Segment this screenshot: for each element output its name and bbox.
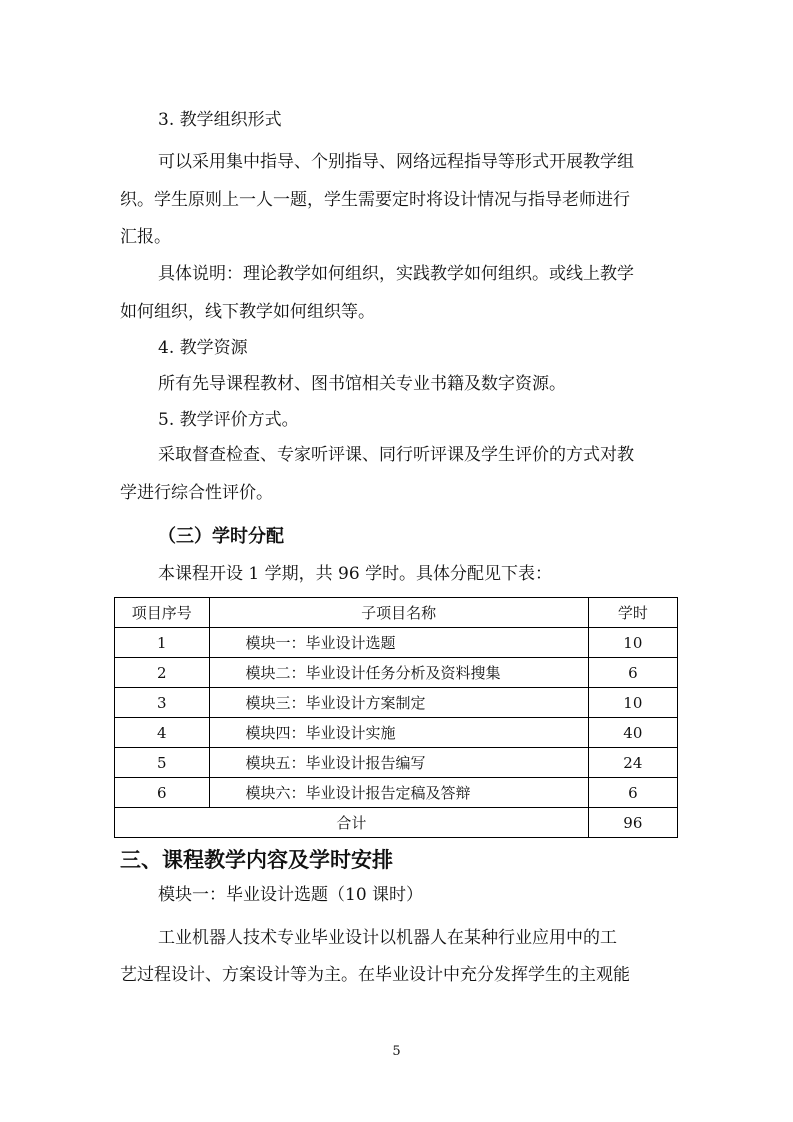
table-header-row [115, 598, 678, 628]
allocation-intro: 本课程开设 1 学期，共 96 学时。具体分配见下表： [158, 564, 553, 584]
paragraph-line: 艺过程设计、方案设计等为主。在毕业设计中充分发挥学生的主观能 [120, 965, 630, 985]
row-no: 2 [115, 658, 210, 688]
row-no: 6 [115, 778, 210, 808]
paragraph-line: 工业机器人技术专业毕业设计以机器人在某种行业应用中的工 [158, 928, 617, 948]
row-hours: 10 [588, 688, 677, 718]
table-row [115, 718, 678, 748]
page-number: 5 [392, 1044, 401, 1059]
table-row [115, 688, 678, 718]
table-row [115, 628, 678, 658]
paragraph-line: 如何组织，线下教学如何组织等。 [120, 302, 375, 322]
row-name: 模块三：毕业设计方案制定 [209, 688, 588, 718]
header-item-name: 子项目名称 [209, 598, 588, 628]
section-title-hours-allocation: （三）学时分配 [158, 526, 284, 547]
paragraph-line: 学进行综合性评价。 [120, 483, 273, 503]
table-row [115, 778, 678, 808]
table-total-row [115, 808, 678, 838]
hours-allocation-table [114, 597, 678, 838]
paragraph-line: 采取督查检查、专家听评课、同行听评课及学生评价的方式对教 [158, 445, 634, 465]
table-row [115, 658, 678, 688]
row-no: 1 [115, 628, 210, 658]
header-hours: 学时 [588, 598, 677, 628]
row-name: 模块五：毕业设计报告编写 [209, 748, 588, 778]
row-no: 4 [115, 718, 210, 748]
section-title-course-content: 三、课程教学内容及学时安排 [120, 848, 393, 872]
row-name: 模块六：毕业设计报告定稿及答辩 [209, 778, 588, 808]
heading-evaluation: 5. 教学评价方式。 [158, 410, 299, 430]
paragraph-line: 汇报。 [120, 227, 171, 247]
table-row [115, 748, 678, 778]
row-name: 模块四：毕业设计实施 [209, 718, 588, 748]
row-hours: 40 [588, 718, 677, 748]
paragraph-line: 所有先导课程教材、图书馆相关专业书籍及数字资源。 [158, 374, 566, 394]
row-hours: 24 [588, 748, 677, 778]
row-hours: 6 [588, 778, 677, 808]
row-hours: 6 [588, 658, 677, 688]
row-hours: 10 [588, 628, 677, 658]
paragraph-line: 具体说明：理论教学如何组织，实践教学如何组织。或线上教学 [158, 264, 634, 284]
paragraph-line: 可以采用集中指导、个别指导、网络远程指导等形式开展教学组 [158, 152, 634, 172]
row-name: 模块二：毕业设计任务分析及资料搜集 [209, 658, 588, 688]
row-name: 模块一：毕业设计选题 [209, 628, 588, 658]
total-label: 合计 [115, 808, 589, 838]
row-no: 5 [115, 748, 210, 778]
row-no: 3 [115, 688, 210, 718]
heading-teaching-organization: 3. 教学组织形式 [158, 110, 282, 130]
heading-teaching-resources: 4. 教学资源 [158, 338, 248, 358]
header-item-no: 项目序号 [115, 598, 210, 628]
module1-title: 模块一：毕业设计选题（10 课时） [158, 885, 424, 905]
paragraph-line: 织。学生原则上一人一题，学生需要定时将设计情况与指导老师进行 [120, 190, 630, 210]
total-hours: 96 [588, 808, 677, 838]
